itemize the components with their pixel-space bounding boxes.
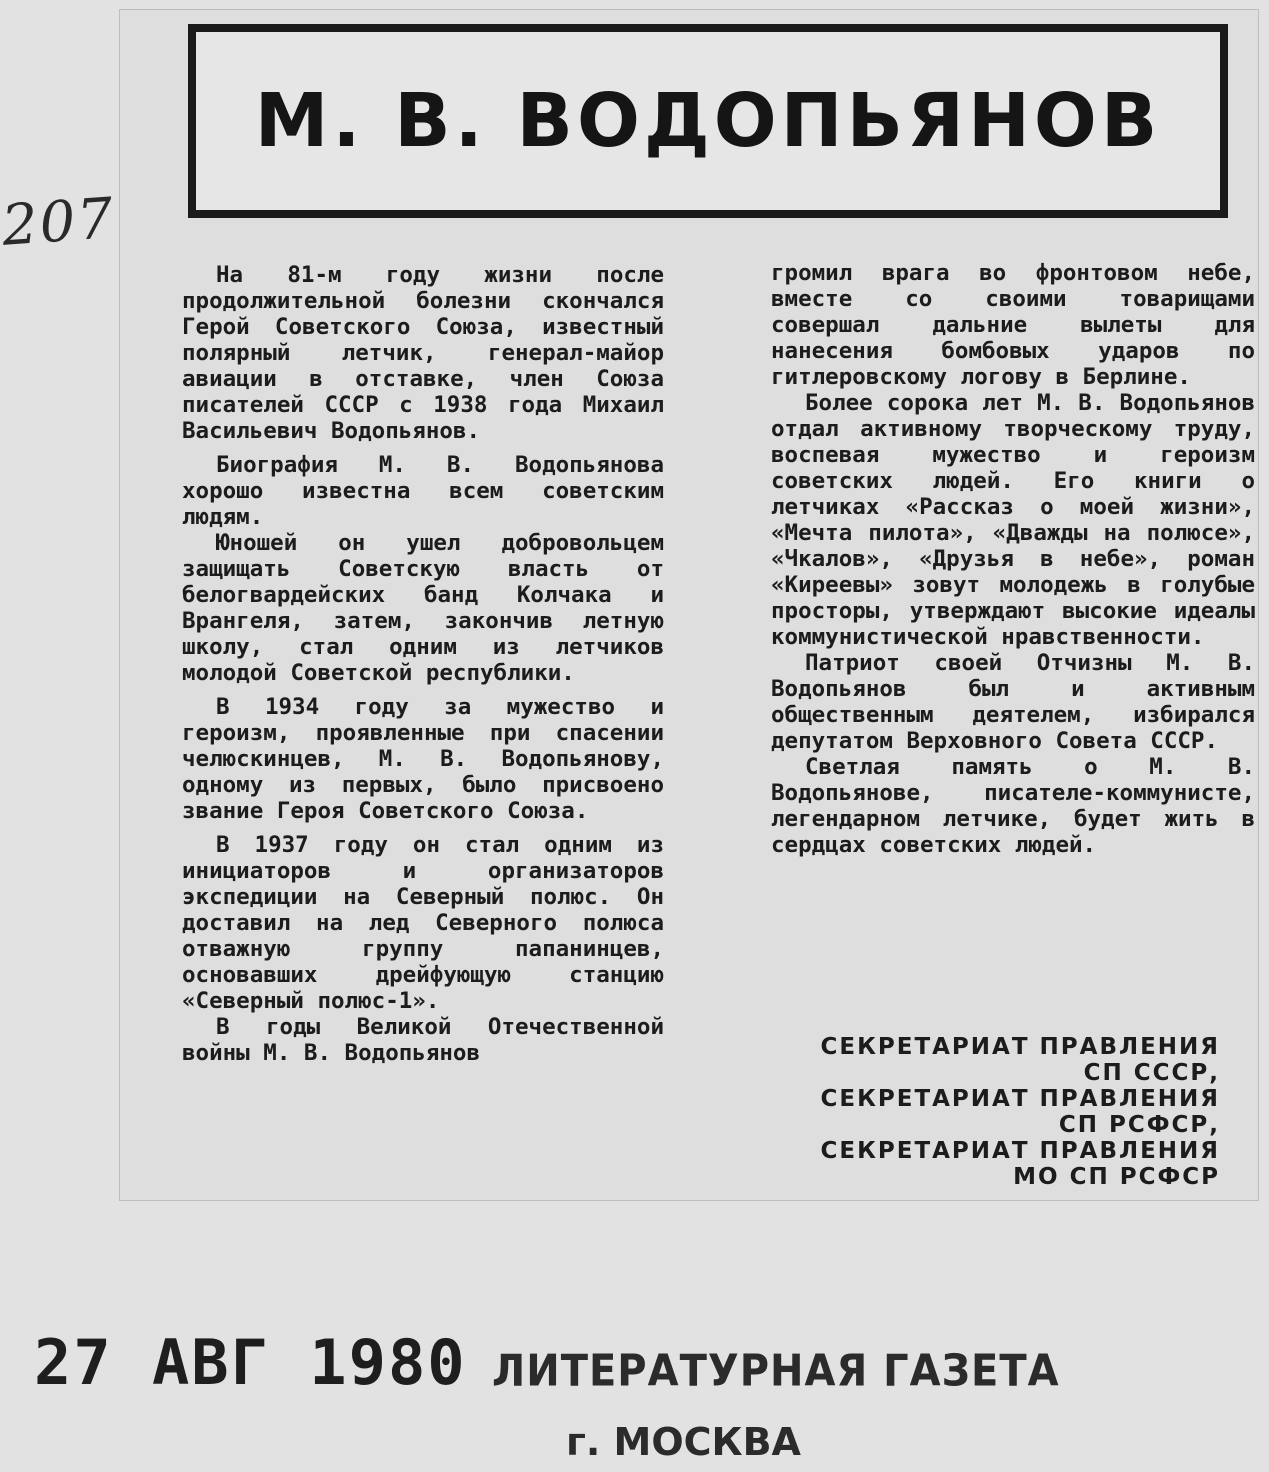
stamp-date: 27 АВГ 1980 bbox=[34, 1326, 467, 1399]
archive-number: 207 bbox=[0, 186, 118, 259]
paragraph: Биография М. В. Водопьянова хорошо известна всем советским людям. bbox=[182, 452, 664, 530]
paragraph: В 1934 году за мужество и героизм, проявленные при спасении челюскинцев, М. В. Водопьянову, одному из первых, было присвоено звание Героя Советского Союза. bbox=[182, 694, 664, 824]
stamp-city: г. МОСКВА bbox=[566, 1420, 801, 1464]
headline-frame bbox=[188, 24, 1228, 218]
paragraph: В 1937 году он стал одним из инициаторов и организаторов экспедиции на Северный полюс. Он доставил на лед Северного полюса отважную группу папанинцев, основавших дрейфующую станцию «Северный полюс-1». bbox=[182, 832, 664, 1014]
signature-line: МО СП РСФСР bbox=[1013, 1164, 1220, 1190]
signature-line: СЕКРЕТАРИАТ ПРАВЛЕНИЯ bbox=[820, 1086, 1220, 1112]
stamp-newspaper: ЛИТЕРАТУРНАЯ ГАЗЕТА bbox=[492, 1345, 1060, 1397]
paragraph: Более сорока лет М. В. Водопьянов отдал активному творческому труду, воспевая мужество и героизм советских людей. Его книги о летчиках «Рассказ о моей жизни», «Мечта пилота», «Дважды на полюсе», «Чкалов», «Друзья в небе», роман «Киреевы» зовут молодежь в голубые просторы, утверждают высокие идеалы коммунистической нравственности. bbox=[771, 390, 1255, 650]
headline: М. В. ВОДОПЬЯНОВ bbox=[254, 78, 1162, 164]
article-column-left bbox=[182, 262, 664, 1074]
paragraph: На 81-м году жизни после продолжительной болезни скончался Герой Советского Союза, известный полярный летчик, генерал-майор авиации в отставке, член Союза писателей СССР с 1938 года Михаил Васильевич Водопьянов. bbox=[182, 262, 664, 444]
signature-line: СП СССР, bbox=[1083, 1060, 1220, 1086]
paragraph: Юношей он ушел добровольцем защищать Советскую власть от белогвардейских банд Колчака и Врангеля, затем, закончив летную школу, стал одним из летчиков молодой Советской республики. bbox=[182, 530, 664, 686]
paragraph: Светлая память о М. В. Водопьянове, писателе-коммунисте, легендарном летчике, будет жить в сердцах советских людей. bbox=[771, 754, 1255, 858]
signature-line: СЕКРЕТАРИАТ ПРАВЛЕНИЯ bbox=[820, 1034, 1220, 1060]
paragraph: В годы Великой Отечественной войны М. В. Водопьянов bbox=[182, 1014, 664, 1066]
article-column-right bbox=[771, 260, 1255, 866]
signature-line: СЕКРЕТАРИАТ ПРАВЛЕНИЯ bbox=[820, 1138, 1220, 1164]
paragraph: громил врага во фронтовом небе, вместе со своими товарищами совершал дальние вылеты для нанесения бомбовых ударов по гитлеровскому логову в Берлине. bbox=[771, 260, 1255, 390]
signature-block bbox=[760, 1034, 1220, 1190]
paragraph: Патриот своей Отчизны М. В. Водопьянов был и активным общественным деятелем, избирался депутатом Верховного Совета СССР. bbox=[771, 650, 1255, 754]
signature-line: СП РСФСР, bbox=[1058, 1112, 1220, 1138]
